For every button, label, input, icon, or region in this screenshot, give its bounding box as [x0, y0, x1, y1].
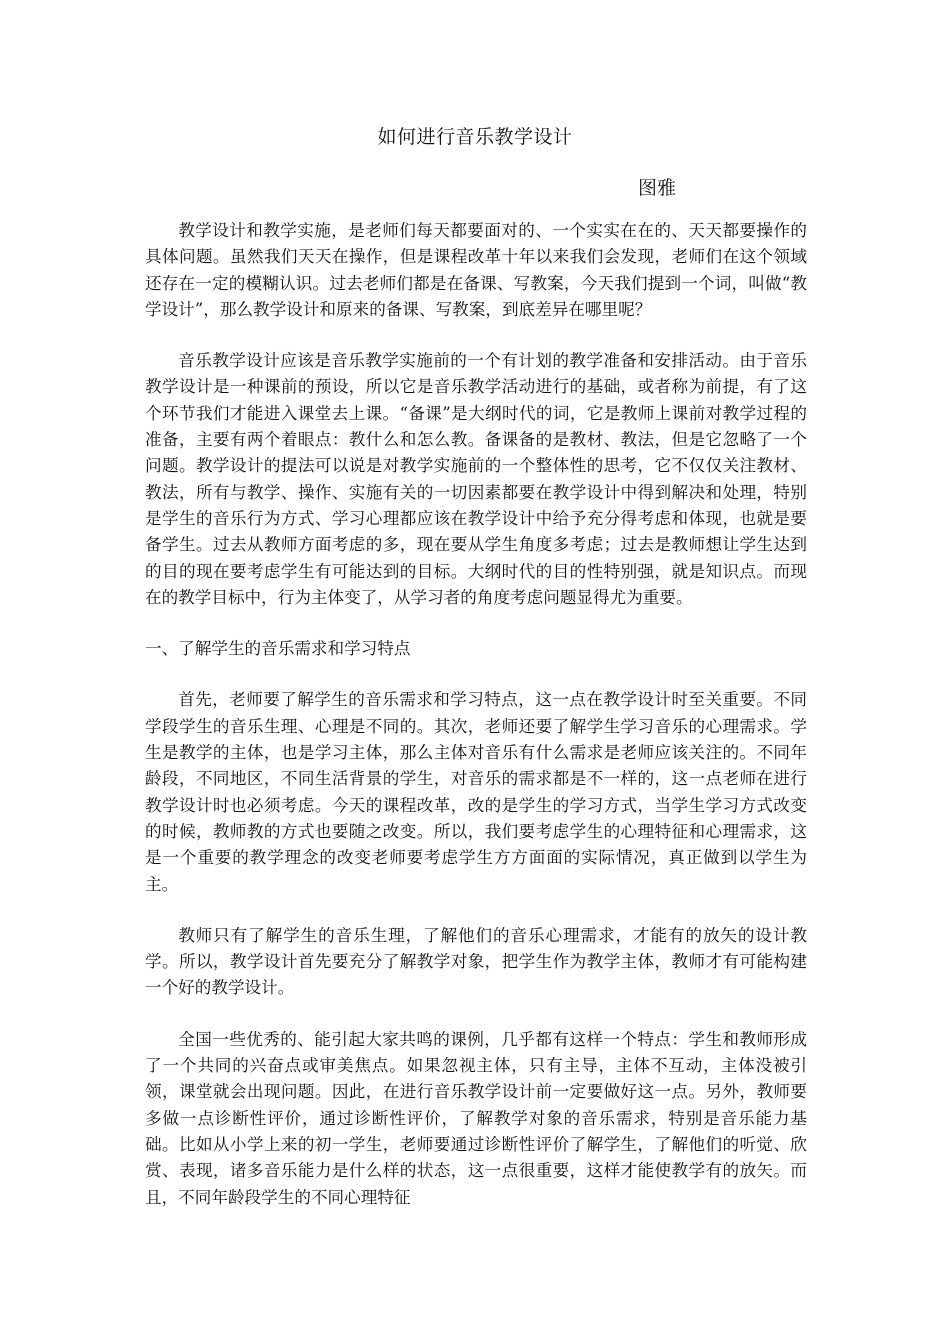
intro-paragraph-1: 教学设计和教学实施，是老师们每天都要面对的、一个实实在在的、天天都要操作的具体问题。虽然我们天天在操作，但是课程改革十年以来我们会发现，老师们在这个领域还存在一定的模糊认识。过去老师们都是在备课、写教案，今天我们提到一个词，叫做“教学设计”，那么教学设计和原来的备课、写教案，到底差异在哪里呢？	[145, 221, 807, 319]
section-paragraph-1: 首先，老师要了解学生的音乐需求和学习特点，这一点在教学设计时至关重要。不同学段学生的音乐生理、心理是不同的。其次，老师还要了解学生学习音乐的心理需求。学生是教学的主体，也是学习主体，那么主体对音乐有什么需求是老师应该关注的。不同年龄段，不同地区，不同生活背景的学生，对音乐的需求都是不一样的，这一点老师在进行教学设计时也必须考虑。今天的课程改革，改的是学生的学习方式，当学生学习方式改变的时候，教师教的方式也要随之改变。所以，我们要考虑学生的心理特征和心理需求，这是一个重要的教学理念的改变老师要考虑学生方方面面的实际情况，真正做到以学生为主。	[145, 690, 807, 894]
document-title: 如何进行音乐教学设计	[377, 126, 573, 148]
section-paragraph-2: 教师只有了解学生的音乐生理，了解他们的音乐心理需求，才能有的放矢的设计教学。所以，教学设计首先要充分了解教学对象，把学生作为教学主体，教师才有可能构建一个好的教学设计。	[145, 925, 807, 998]
section-paragraph-3: 全国一些优秀的、能引起大家共鸣的课例，几乎都有这样一个特点：学生和教师形成了一个共同的兴奋点或审美焦点。如果忽视主体，只有主导，主体不互动，主体没被引领，课堂就会出现问题。因此，在进行音乐教学设计前一定要做好这一点。另外，教师要多做一点诊断性评价，通过诊断性评价，了解教学对象的音乐需求，特别是音乐能力基础。比如从小学上来的初一学生，老师要通过诊断性评价了解学生，了解他们的听觉、欣赏、表现，诸多音乐能力是什么样的状态，这一点很重要，这样才能使教学有的放矢。而且，不同年龄段学生的不同心理特征	[145, 1029, 807, 1207]
author-name: 图雅	[638, 177, 677, 199]
intro-paragraph-2: 音乐教学设计应该是音乐教学实施前的一个有计划的教学准备和安排活动。由于音乐教学设计是一种课前的预设，所以它是音乐教学活动进行的基础，或者称为前提，有了这个环节我们才能进入课堂去上课。“备课”是大纲时代的词，它是教师上课前对教学过程的准备，主要有两个着眼点：教什么和怎么教。备课备的是教材、教法，但是它忽略了一个问题。教学设计的提法可以说是对教学实施前的一个整体性的思考，它不仅仅关注教材、教法，所有与教学、操作、实施有关的一切因素都要在教学设计中得到解决和处理，特别是学生的音乐行为方式、学习心理都应该在教学设计中给予充分得考虑和体现，也就是要备学生。过去从教师方面考虑的多，现在要从学生角度多考虑；过去是教师想让学生达到的目的现在要考虑学生有可能达到的目标。大纲时代的目的性特别强，就是知识点。而现在的教学目标中，行为主体变了，从学习者的角度考虑问题显得尤为重要。	[145, 351, 807, 607]
document-body	[145, 218, 807, 1236]
section-heading: 一、了解学生的音乐需求和学习特点	[145, 639, 411, 659]
